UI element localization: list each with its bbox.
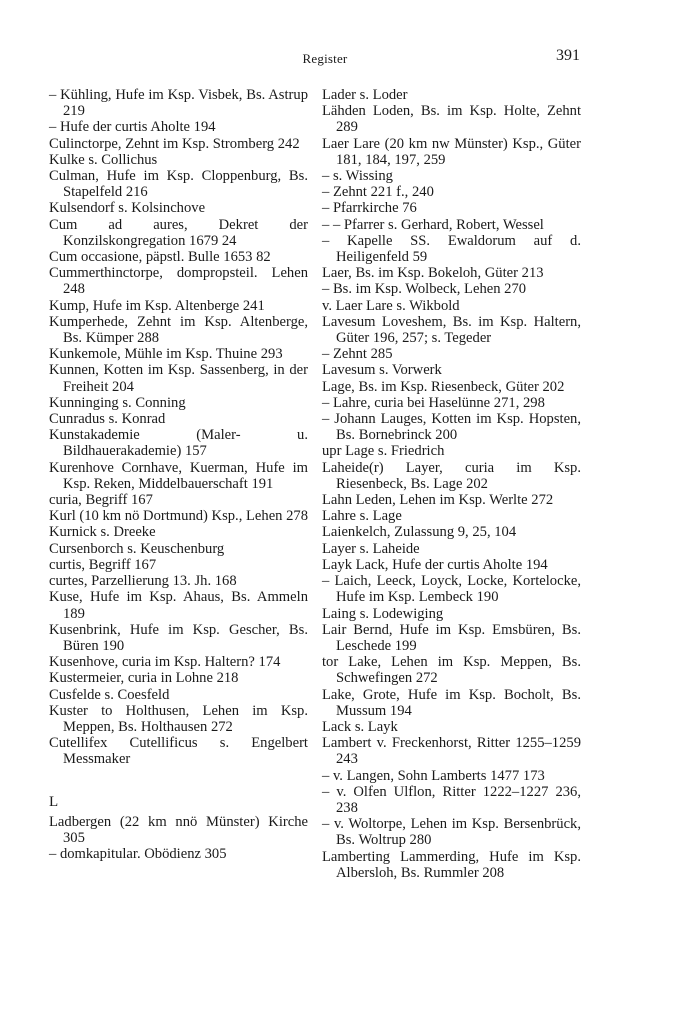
index-entry: Cursenborch s. Keuschenburg bbox=[49, 540, 225, 557]
index-entry: Lahre s. Lage bbox=[322, 508, 402, 525]
index-entry: tor Lake, Lehen im Ksp. Meppen, Bs. Schwefingen 272 bbox=[322, 654, 581, 687]
index-entry: Kunkemole, Mühle im Ksp. Thuine 293 bbox=[49, 346, 283, 363]
index-entry: Kusenhove, curia im Ksp. Haltern? 174 bbox=[49, 654, 281, 671]
index-entry: Kumperhede, Zehnt im Ksp. Altenberge, Bs. Kümper 288 bbox=[49, 313, 308, 347]
index-entry: – Kapelle SS. Ewaldorum auf d. Heiligenfeld 59 bbox=[322, 232, 581, 266]
index-entry: – Johann Lauges, Kotten im Ksp. Hopsten, Bs. Bornebrinck 200 bbox=[322, 411, 581, 444]
index-entry: curia, Begriff 167 bbox=[49, 492, 153, 509]
index-entry: – Zehnt 285 bbox=[322, 346, 393, 363]
page-number: 391 bbox=[556, 47, 580, 64]
index-entry: Lamberting Lammerding, Hufe im Ksp. Albersloh, Bs. Rummler 208 bbox=[322, 848, 581, 881]
index-entry: Lähden Loden, Bs. im Ksp. Holte, Zehnt 289 bbox=[322, 103, 581, 136]
index-entry: – Lahre, curia bei Haselünne 271, 298 bbox=[322, 394, 545, 411]
index-entry: Lair Bernd, Hufe im Ksp. Emsbüren, Bs. Leschede 199 bbox=[322, 621, 581, 654]
index-entry: Layer s. Laheide bbox=[322, 540, 420, 557]
index-entry: Lambert v. Freckenhorst, Ritter 1255–1259 243 bbox=[322, 735, 581, 768]
index-entry: – Zehnt 221 f., 240 bbox=[322, 184, 434, 201]
index-entry: Cusfelde s. Coesfeld bbox=[49, 686, 170, 703]
index-entry: Kurl (10 km nö Dortmund) Ksp., Lehen 278 bbox=[49, 508, 309, 525]
index-entry: Kustermeier, curia in Lohne 218 bbox=[49, 670, 239, 687]
index-entry: – v. Langen, Sohn Lamberts 1477 173 bbox=[322, 767, 545, 784]
index-entry: Lake, Grote, Hufe im Ksp. Bocholt, Bs. Mussum 194 bbox=[322, 686, 581, 719]
index-entry: Lage, Bs. im Ksp. Riesenbeck, Güter 202 bbox=[322, 378, 565, 395]
index-entry: – Kühling, Hufe im Ksp. Visbek, Bs. Astrup 219 bbox=[49, 87, 308, 120]
index-entry: Kulke s. Collichus bbox=[49, 151, 158, 168]
index-entry: Laer, Bs. im Ksp. Bokeloh, Güter 213 bbox=[322, 265, 544, 282]
index-entry: – – Pfarrer s. Gerhard, Robert, Wessel bbox=[322, 216, 544, 233]
index-entry: curtis, Begriff 167 bbox=[49, 556, 157, 573]
right-column bbox=[322, 87, 581, 881]
index-entry: Laing s. Lodewiging bbox=[322, 605, 444, 622]
index-entry: – Laich, Leeck, Loyck, Locke, Kortelocke, Hufe im Ksp. Lembeck 190 bbox=[322, 573, 581, 606]
index-entry: Kump, Hufe im Ksp. Altenberge 241 bbox=[49, 297, 265, 314]
index-entry: – Pfarrkirche 76 bbox=[322, 200, 417, 217]
index-entry: Kuse, Hufe im Ksp. Ahaus, Bs. Ammeln 189 bbox=[49, 589, 308, 622]
index-entry: Lavesum Loveshem, Bs. im Ksp. Haltern, Güter 196, 257; s. Tegeder bbox=[322, 313, 581, 347]
index-entry: – domkapitular. Obödienz 305 bbox=[49, 846, 227, 863]
index-entry: Kusenbrink, Hufe im Ksp. Gescher, Bs. Büren 190 bbox=[49, 621, 308, 654]
index-entry: Laheide(r) Layer, curia im Ksp. Riesenbeck, Bs. Lage 202 bbox=[322, 459, 581, 492]
left-column bbox=[49, 87, 308, 862]
index-entry: – s. Wissing bbox=[322, 168, 393, 185]
index-entry: Cutellifex Cutellificus s. Engelbert Messmaker bbox=[49, 735, 308, 768]
index-entry: Layk Lack, Hufe der curtis Aholte 194 bbox=[322, 556, 548, 573]
index-entry: – v. Olfen Ulflon, Ritter 1222–1227 236, 238 bbox=[322, 783, 581, 816]
index-entry: Kunninging s. Conning bbox=[49, 394, 186, 411]
index-entry: Laer Lare (20 km nw Münster) Ksp., Güter 181, 184, 197, 259 bbox=[322, 135, 581, 168]
index-entry: v. Laer Lare s. Wikbold bbox=[322, 297, 460, 314]
index-entry: Lack s. Layk bbox=[322, 718, 398, 735]
index-entry: Lahn Leden, Lehen im Ksp. Werlte 272 bbox=[322, 492, 554, 509]
index-entry: – Bs. im Ksp. Wolbeck, Lehen 270 bbox=[322, 281, 527, 298]
index-entry: curtes, Parzellierung 13. Jh. 168 bbox=[49, 573, 237, 590]
index-entry: – Hufe der curtis Aholte 194 bbox=[49, 119, 216, 136]
index-entry: Cummerthinctorpe, dompropsteil. Lehen 248 bbox=[49, 265, 308, 298]
index-entry: Ladbergen (22 km nnö Münster) Kirche 305 bbox=[49, 813, 308, 846]
index-entry: Laienkelch, Zulassung 9, 25, 104 bbox=[322, 524, 517, 541]
section-letter: L bbox=[49, 793, 59, 810]
index-entry: Cum occasione, päpstl. Bulle 1653 82 bbox=[49, 249, 271, 266]
index-entry: Kurenhove Cornhave, Kuerman, Hufe im Ksp. Reken, Middelbauerschaft 191 bbox=[49, 459, 308, 492]
index-entry: Kunstakademie (Maler- u. Bildhauerakademie) 157 bbox=[49, 427, 308, 460]
index-entry: Kuster to Holthusen, Lehen im Ksp. Meppen, Bs. Holthausen 272 bbox=[49, 702, 308, 735]
index-entry: Kulsendorf s. Kolsinchove bbox=[49, 200, 206, 217]
index-entry: – v. Woltorpe, Lehen im Ksp. Bersenbrück, Bs. Woltrup 280 bbox=[322, 816, 581, 849]
index-entry: Kunnen, Kotten im Ksp. Sassenberg, in der Freiheit 204 bbox=[49, 362, 308, 395]
index-entry: Lader s. Loder bbox=[322, 87, 408, 103]
running-title: Register bbox=[302, 51, 348, 66]
index-entry: Culman, Hufe im Ksp. Cloppenburg, Bs. Stapelfeld 216 bbox=[49, 168, 308, 201]
index-entry: upr Lage s. Friedrich bbox=[322, 443, 445, 460]
index-entry: Cunradus s. Konrad bbox=[49, 411, 166, 428]
index-entry: Culinctorpe, Zehnt im Ksp. Stromberg 242 bbox=[49, 135, 300, 152]
index-entry: Cum ad aures, Dekret der Konzilskongregation 1679 24 bbox=[49, 216, 308, 249]
index-entry: Kurnick s. Dreeke bbox=[49, 524, 156, 541]
index-entry: Lavesum s. Vorwerk bbox=[322, 362, 442, 379]
